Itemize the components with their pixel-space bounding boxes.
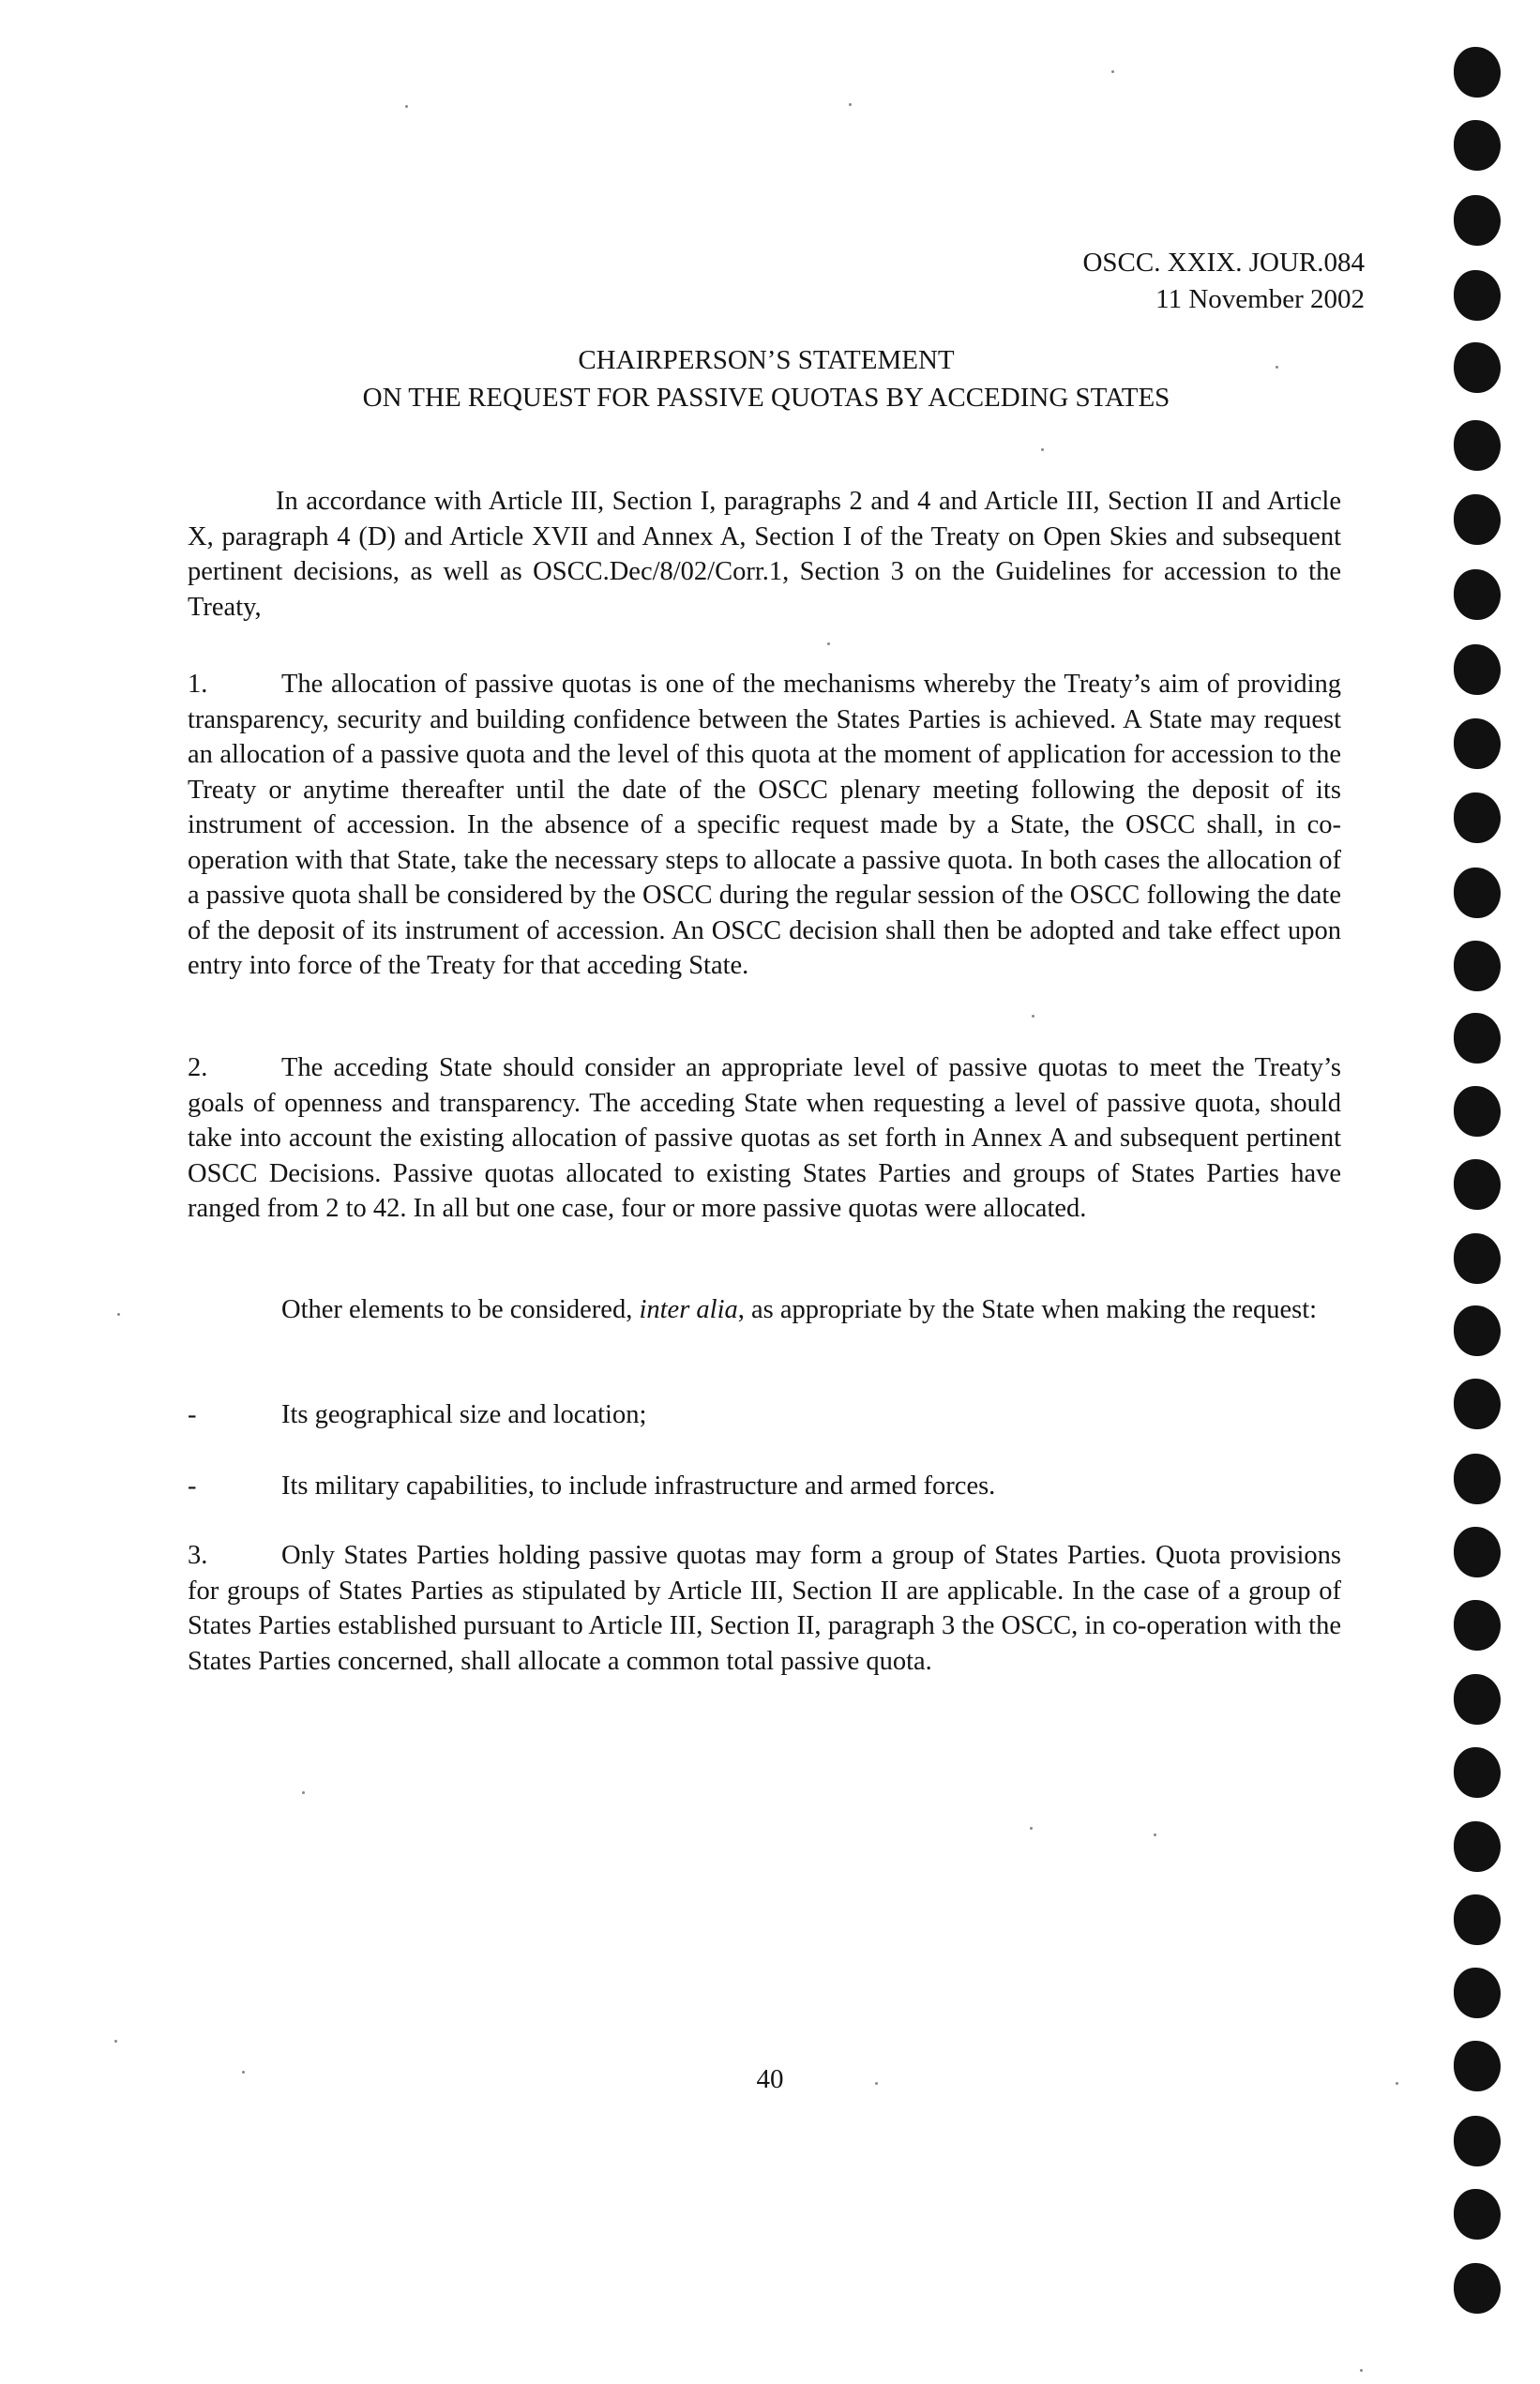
binding-hole (1454, 1086, 1501, 1137)
statement-title (188, 341, 1345, 416)
binding-hole (1454, 2116, 1501, 2166)
binding-hole (1454, 2189, 1501, 2240)
scan-speck (1360, 2369, 1363, 2372)
binding-hole (1454, 868, 1501, 918)
scan-speck (405, 105, 408, 108)
list-dash: - (188, 1471, 197, 1501)
scan-speck (1032, 1015, 1034, 1018)
list-item-text: Its geographical size and location; (281, 1400, 647, 1429)
paragraph-number: 2. (188, 1053, 208, 1082)
scan-speck (1030, 1827, 1033, 1830)
paragraph-3 (188, 1538, 1341, 1679)
paragraph-text: The allocation of passive quotas is one of the mechanisms whereby the Treaty’s aim of providing transparency, security and building confidence between the States Parties is achieved. A State may request an allocation of a passive quota and the level of this quota at the moment of application for accession to the Treaty or anytime thereafter until the date of the OSCC plenary meeting following the deposit of its instrument of accession. In the absence of a specific request made by a State, the OSCC shall, in co-operation with that State, take the necessary steps to allocate a passive quota. In both cases the allocation of a passive quota shall be considered by the OSCC during the regular session of the OSCC following the date of the deposit of its instrument of accession. An OSCC decision shall then be adopted and take effect upon entry into force of the Treaty for that acceding State. (188, 670, 1341, 980)
binding-hole (1454, 120, 1501, 171)
list-dash: - (188, 1400, 197, 1429)
binding-hole (1454, 1674, 1501, 1725)
document-code: OSCC. XXIX. JOUR.084 (1082, 248, 1365, 278)
list-item-text: Its military capabilities, to include infrastructure and armed forces. (281, 1471, 996, 1501)
scan-speck (875, 2082, 878, 2085)
scan-speck (117, 1313, 120, 1316)
scan-speck (1111, 70, 1114, 73)
binding-hole (1454, 2263, 1501, 2314)
scan-speck (242, 2071, 245, 2074)
binding-hole (1454, 1600, 1501, 1651)
binding-hole (1454, 342, 1501, 393)
binding-hole (1454, 1968, 1501, 2018)
binding-hole (1454, 1527, 1501, 1577)
binding-hole (1454, 195, 1501, 246)
binding-hole (1454, 1894, 1501, 1945)
binding-hole (1454, 494, 1501, 545)
binding-hole (1454, 1305, 1501, 1356)
other-elements-text-after: , as appropriate by the State when making the request: (737, 1295, 1318, 1324)
scan-speck (302, 1791, 305, 1794)
binding-holes (1454, 28, 1510, 2354)
title-line-2: ON THE REQUEST FOR PASSIVE QUOTAS BY ACCEDING STATES (362, 383, 1170, 413)
document-reference (1082, 245, 1365, 318)
scan-speck (1396, 2082, 1398, 2085)
binding-hole (1454, 941, 1501, 991)
binding-hole (1454, 270, 1501, 321)
list-item (188, 1469, 1341, 1504)
paragraph-text: Only States Parties holding passive quotas may form a group of States Parties. Quota provisions for groups of States Parties as stipulated by Article III, Section II are applicable. In the case of a group of States Parties established pursuant to Article III, Section II, paragraph 3 the OSCC, in co-operation with the States Parties concerned, shall allocate a common total passive quota. (188, 1541, 1341, 1676)
paragraph-1 (188, 667, 1341, 984)
binding-hole (1454, 718, 1501, 769)
intro-text: In accordance with Article III, Section I, paragraphs 2 and 4 and Article III, Section II and Article X, paragraph 4 (D) and Article XVII and Annex A, Section I of the Treaty on Open Skies and subsequent pertinent decisions, as well as OSCC.Dec/8/02/Corr.1, Section 3 on the Guidelines for accession to the Treaty, (188, 487, 1341, 622)
binding-hole (1454, 420, 1501, 471)
binding-hole (1454, 1159, 1501, 1210)
title-line-1: CHAIRPERSON’S STATEMENT (578, 345, 955, 375)
binding-hole (1454, 2041, 1501, 2091)
binding-hole (1454, 1233, 1501, 1284)
intro-paragraph (188, 484, 1341, 625)
binding-hole (1454, 792, 1501, 843)
binding-hole (1454, 47, 1501, 98)
binding-hole (1454, 1013, 1501, 1064)
paragraph-2 (188, 1050, 1341, 1227)
scan-speck (1154, 1833, 1156, 1836)
binding-hole (1454, 1747, 1501, 1798)
paragraph-text: The acceding State should consider an appropriate level of passive quotas to meet the Treaty’s goals of openness and transparency. The acceding State when requesting a level of passive quota, should take into account the existing allocation of passive quotas as set forth in Annex A and subsequent pertinent OSCC Decisions. Passive quotas allocated to existing States Parties and groups of States Parties have ranged from 2 to 42. In all but one case, four or more passive quotas were allocated. (188, 1053, 1341, 1223)
list-item (188, 1397, 1341, 1433)
scan-speck (1041, 448, 1044, 451)
scan-speck (849, 103, 852, 106)
binding-hole (1454, 644, 1501, 695)
binding-hole (1454, 1454, 1501, 1504)
scan-speck (827, 642, 830, 645)
page-number: 40 (756, 2064, 784, 2094)
document-date: 11 November 2002 (1155, 284, 1365, 314)
other-elements-italic: inter alia (639, 1295, 738, 1324)
binding-hole (1454, 1379, 1501, 1429)
other-elements-text-before: Other elements to be considered, (281, 1295, 640, 1324)
binding-hole (1454, 1821, 1501, 1872)
paragraph-number: 1. (188, 670, 208, 699)
paragraph-number: 3. (188, 1541, 208, 1570)
scan-speck (114, 2040, 117, 2043)
other-elements-paragraph (188, 1292, 1341, 1328)
binding-hole (1454, 569, 1501, 620)
scan-speck (1276, 366, 1278, 369)
